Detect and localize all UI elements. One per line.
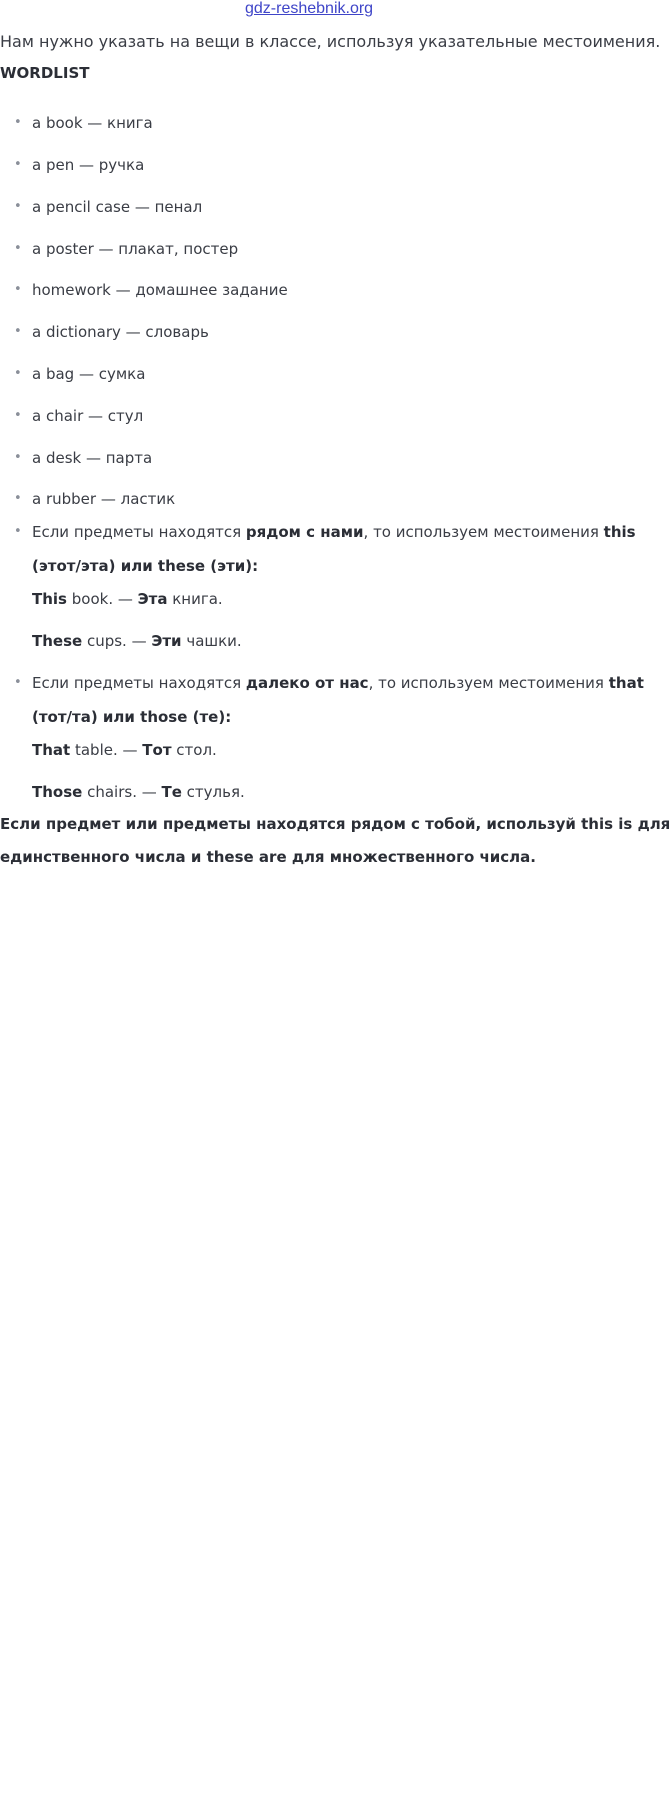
ex-text: chairs. —: [82, 783, 162, 801]
ex-text: стулья.: [181, 783, 245, 801]
rule1-line-2: единственного числа и these are для множественного числа.: [0, 848, 536, 866]
ex-bold: Эти: [151, 632, 182, 650]
far-text-2: , то используем местоимения: [368, 674, 609, 692]
rule1-line-1: Если предмет или предметы находятся рядом с тобой, используй this is для: [0, 815, 670, 833]
ex-text: чашки.: [181, 632, 242, 650]
wordlist-heading: WORDLIST: [0, 64, 90, 82]
wordlist-item: • a poster — плакат, постер: [32, 240, 238, 258]
far-example-2: [32, 783, 245, 801]
far-line-2: (тот/та) или those (те):: [32, 708, 232, 726]
far-bold-1: далеко от нас: [245, 674, 369, 692]
ex-text: книга.: [167, 590, 223, 608]
site-link[interactable]: gdz-reshebnik.org: [245, 0, 374, 17]
near-text-1: Если предметы находятся: [32, 523, 246, 541]
wordlist-item: • a desk — парта: [32, 449, 152, 467]
wordlist-item: • a pen — ручка: [32, 156, 144, 174]
ex-bold: Those: [32, 783, 83, 801]
wordlist-item: • a chair — стул: [32, 407, 143, 425]
near-bold-1: рядом с нами: [245, 523, 364, 541]
ex-bold: Эта: [137, 590, 168, 608]
near-example-2: [32, 632, 242, 650]
near-example-1: [32, 590, 223, 608]
wordlist-item: • a bag — сумка: [32, 365, 145, 383]
far-explanation: [32, 674, 644, 692]
far-bold-2: that: [608, 674, 644, 692]
far-text-1: Если предметы находятся: [32, 674, 246, 692]
near-bold-2: this: [603, 523, 636, 541]
ex-text: table. —: [70, 741, 143, 759]
wordlist-item: • a rubber — ластик: [32, 490, 175, 508]
ex-bold: Тот: [142, 741, 172, 759]
ex-bold: Те: [161, 783, 182, 801]
near-explanation: [32, 523, 636, 541]
ex-bold: This: [32, 590, 67, 608]
ex-bold: That: [32, 741, 71, 759]
wordlist-item: • a book — книга: [32, 114, 153, 132]
near-text-2: , то используем местоимения: [363, 523, 604, 541]
wordlist-item: • homework — домашнее задание: [32, 281, 288, 299]
wordlist-item: • a dictionary — словарь: [32, 323, 209, 341]
far-example-1: [32, 741, 217, 759]
wordlist-item: • a pencil case — пенал: [32, 198, 202, 216]
ex-text: book. —: [66, 590, 138, 608]
near-line-2: (этот/эта) или these (эти):: [32, 557, 259, 575]
ex-text: cups. —: [82, 632, 152, 650]
ex-bold: These: [32, 632, 83, 650]
intro-text: Нам нужно указать на вещи в классе, используя указательные местоимения.: [0, 32, 661, 51]
ex-text: стол.: [171, 741, 217, 759]
